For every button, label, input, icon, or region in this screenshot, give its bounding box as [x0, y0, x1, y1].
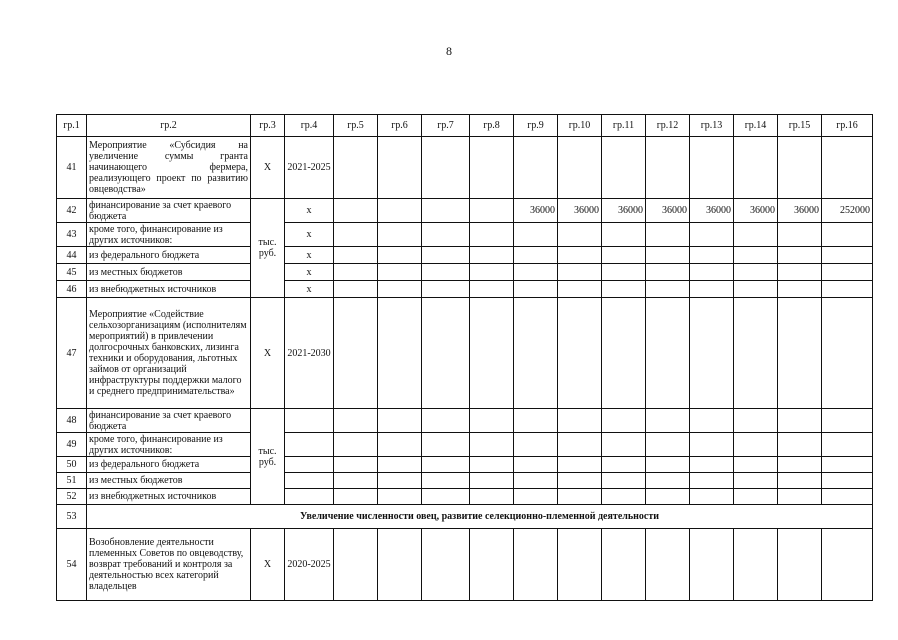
row-description: из местных бюджетов — [87, 264, 251, 281]
row-period: 2021-2030 — [285, 298, 334, 409]
row-number: 41 — [57, 137, 87, 199]
row-unit: Х — [251, 137, 285, 199]
program-table — [56, 114, 873, 601]
value-cell: 36000 — [602, 199, 646, 223]
table-row — [57, 137, 873, 199]
row-g4: х — [285, 247, 334, 264]
table-row — [57, 298, 873, 409]
header-cell: гр.5 — [334, 115, 378, 137]
value-cell: 36000 — [734, 199, 778, 223]
row-number: 46 — [57, 281, 87, 298]
table-row — [57, 473, 873, 489]
table-row — [57, 199, 873, 223]
row-description: кроме того, финансирование из других источников: — [87, 223, 251, 247]
row-number: 42 — [57, 199, 87, 223]
header-cell: гр.2 — [87, 115, 251, 137]
value-cell: 36000 — [646, 199, 690, 223]
header-cell: гр.9 — [514, 115, 558, 137]
row-number: 49 — [57, 433, 87, 457]
row-number: 53 — [57, 505, 87, 529]
row-number: 45 — [57, 264, 87, 281]
row-description: финансирование за счет краевого бюджета — [87, 409, 251, 433]
table-row — [57, 433, 873, 457]
row-description: из федерального бюджета — [87, 247, 251, 264]
row-number: 47 — [57, 298, 87, 409]
row-description: финансирование за счет краевого бюджета — [87, 199, 251, 223]
row-number: 44 — [57, 247, 87, 264]
table-row — [57, 264, 873, 281]
row-description: Мероприятие «Субсидия на увеличение суммы гранта начинающего фермера, реализующего проект по развитию овцеводства» — [87, 137, 251, 199]
unit-cell: тыс. руб. — [251, 409, 285, 505]
row-g4: х — [285, 281, 334, 298]
value-cell: 36000 — [558, 199, 602, 223]
header-cell: гр.11 — [602, 115, 646, 137]
unit-cell: тыс. руб. — [251, 199, 285, 298]
row-description: из внебюджетных источников — [87, 489, 251, 505]
header-cell: гр.1 — [57, 115, 87, 137]
row-description: из местных бюджетов — [87, 473, 251, 489]
header-cell: гр.10 — [558, 115, 602, 137]
value-cell: 252000 — [822, 199, 873, 223]
row-period: 2020-2025 — [285, 529, 334, 601]
table-row — [57, 247, 873, 264]
row-number: 50 — [57, 457, 87, 473]
header-cell: гр.4 — [285, 115, 334, 137]
row-number: 51 — [57, 473, 87, 489]
row-number: 43 — [57, 223, 87, 247]
header-cell: гр.3 — [251, 115, 285, 137]
row-g4: х — [285, 199, 334, 223]
value-cell: 36000 — [690, 199, 734, 223]
header-cell: гр.7 — [422, 115, 470, 137]
row-description: Мероприятие «Содействие сельхозорганизациям (исполнителям мероприятий) в привлечении долгосрочных банковских, лизинга техники и оборудования, льготных займов от организаций инфраструктуры поддержки малого и среднего предпринимательства» — [87, 298, 251, 409]
row-number: 54 — [57, 529, 87, 601]
header-cell: гр.13 — [690, 115, 734, 137]
row-number: 52 — [57, 489, 87, 505]
row-description: из внебюджетных источников — [87, 281, 251, 298]
table-row — [57, 409, 873, 433]
header-cell: гр.14 — [734, 115, 778, 137]
header-cell: гр.8 — [470, 115, 514, 137]
row-g4: х — [285, 223, 334, 247]
section-heading: Увеличение численности овец, развитие селекционно-племенной деятельности — [87, 505, 873, 529]
row-description: Возобновление деятельности племенных Советов по овцеводству, возврат требований и контроля за деятельностью всех категорий владельцев — [87, 529, 251, 601]
table-row — [57, 281, 873, 298]
header-cell: гр.16 — [822, 115, 873, 137]
table-row — [57, 489, 873, 505]
header-cell: гр.6 — [378, 115, 422, 137]
row-period: 2021-2025 — [285, 137, 334, 199]
value-cell: 36000 — [514, 199, 558, 223]
row-description: из федерального бюджета — [87, 457, 251, 473]
row-description: кроме того, финансирование из других источников: — [87, 433, 251, 457]
section-row — [57, 505, 873, 529]
row-unit: Х — [251, 529, 285, 601]
row-g4: х — [285, 264, 334, 281]
header-cell: гр.15 — [778, 115, 822, 137]
table-row — [57, 529, 873, 601]
row-number: 48 — [57, 409, 87, 433]
value-cell: 36000 — [778, 199, 822, 223]
table-row — [57, 223, 873, 247]
header-cell: гр.12 — [646, 115, 690, 137]
table-row — [57, 457, 873, 473]
page-number: 8 — [446, 44, 452, 58]
header-row — [57, 115, 873, 137]
row-unit: Х — [251, 298, 285, 409]
